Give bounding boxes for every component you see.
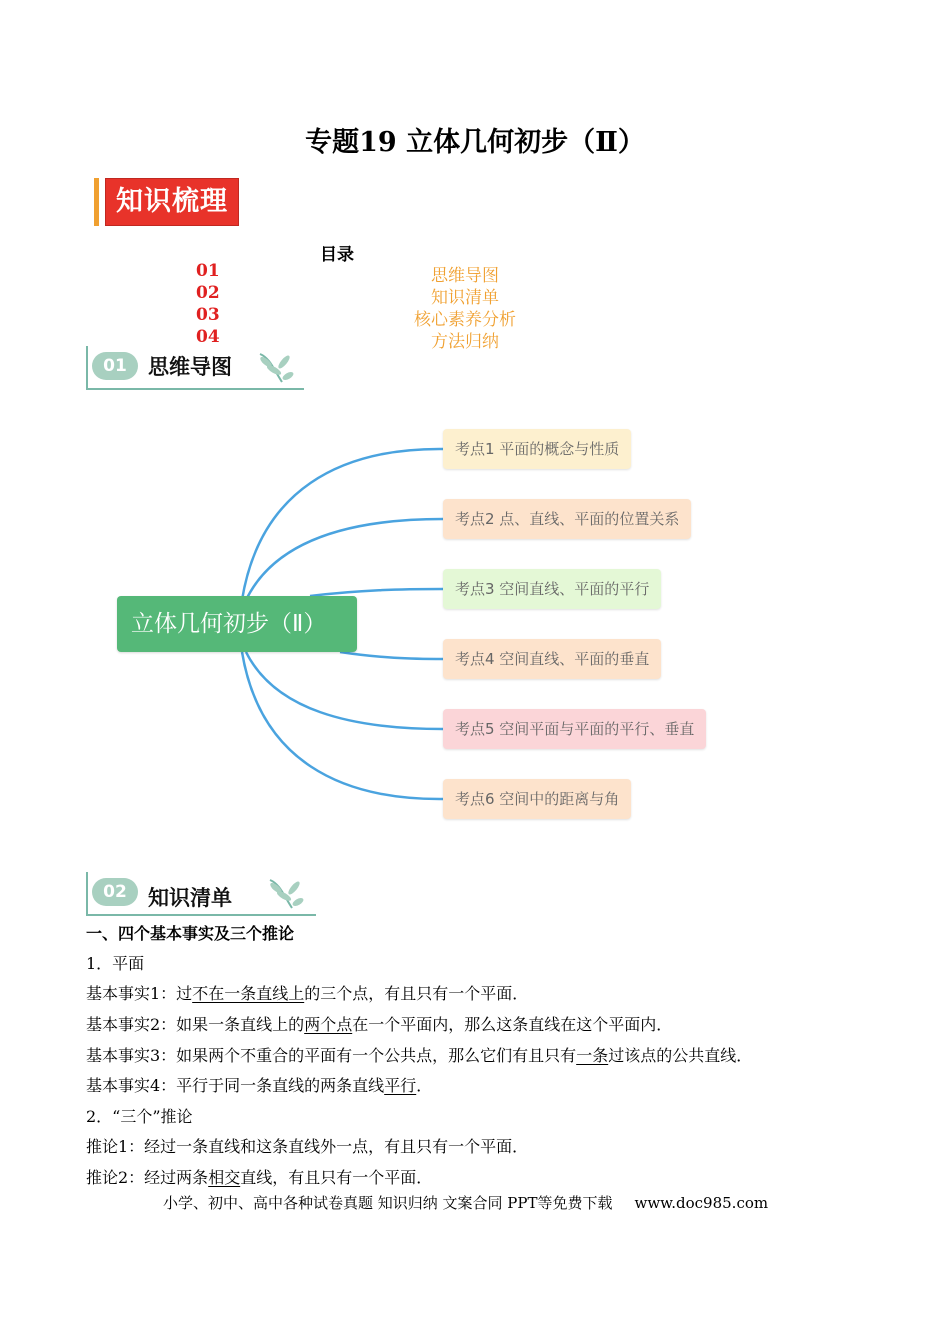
section-header-knowledge	[86, 872, 318, 916]
mindmap-node-4[interactable]: 考点4 空间直线、平面的垂直	[443, 639, 661, 679]
corollary-2: 推论2：经过两条相交直线，有且只有一个平面．	[86, 1168, 433, 1187]
leaf-icon	[262, 874, 306, 914]
branch-1	[242, 449, 443, 600]
section-number: 02	[92, 878, 138, 906]
mindmap-node-1[interactable]: 考点1 平面的概念与性质	[443, 429, 631, 469]
page-title: 专题19 立体几何初步（Ⅱ）	[305, 127, 645, 158]
leaf-icon	[252, 348, 296, 388]
subheading-corollaries: 2．“三个”推论	[86, 1107, 193, 1126]
fact-2: 基本事实2：如果一条直线上的两个点在一个平面内，那么这条直线在这个平面内．	[86, 1015, 673, 1034]
fact-3: 基本事实3：如果两个不重合的平面有一个公共点，那么它们有且只有一条过该点的公共直线．	[86, 1046, 753, 1065]
content-heading: 一、四个基本事实及三个推论	[86, 924, 295, 943]
branch-2	[246, 519, 443, 600]
badge-accent-bar	[94, 178, 99, 226]
footer-url[interactable]: www.doc985.com	[634, 1194, 769, 1212]
toc-num-4: 04	[196, 327, 220, 347]
toc-link-2[interactable]: 知识清单	[431, 288, 499, 308]
section-title: 知识清单	[148, 886, 232, 910]
fact-1: 基本事实1：过不在一条直线上的三个点，有且只有一个平面．	[86, 984, 529, 1003]
page-footer	[163, 1192, 790, 1213]
toc-num-2: 02	[196, 283, 220, 303]
section-badge	[94, 178, 239, 226]
toc-link-4[interactable]: 方法归纳	[431, 332, 499, 352]
corollary-1: 推论1：经过一条直线和这条直线外一点，有且只有一个平面．	[86, 1137, 529, 1156]
section-title: 思维导图	[148, 355, 232, 379]
fact-4: 基本事实4：平行于同一条直线的两条直线平行．	[86, 1076, 433, 1095]
mindmap-node-2[interactable]: 考点2 点、直线、平面的位置关系	[443, 499, 691, 539]
toc-num-3: 03	[196, 305, 220, 325]
mindmap-node-5[interactable]: 考点5 空间平面与平面的平行、垂直	[443, 709, 706, 749]
footer-text: 小学、初中、高中各种试卷真题 知识归纳 文案合同 PPT等免费下载	[163, 1194, 613, 1212]
toc-link-3[interactable]: 核心素养分析	[414, 310, 516, 330]
branch-5	[246, 652, 443, 729]
branch-3	[310, 589, 443, 596]
toc-link-1[interactable]: 思维导图	[431, 266, 499, 286]
toc-heading: 目录	[320, 245, 354, 265]
subheading-plane: 1．平面	[86, 954, 145, 973]
mindmap-root[interactable]: 立体几何初步（Ⅱ）	[117, 596, 357, 652]
section-header-mindmap	[86, 346, 306, 390]
branch-6	[242, 652, 443, 799]
badge-label: 知识梳理	[105, 178, 239, 226]
mindmap-node-3[interactable]: 考点3 空间直线、平面的平行	[443, 569, 661, 609]
mindmap-node-6[interactable]: 考点6 空间中的距离与角	[443, 779, 631, 819]
toc-num-1: 01	[196, 261, 220, 281]
branch-4	[340, 652, 443, 659]
section-number: 01	[92, 352, 138, 380]
